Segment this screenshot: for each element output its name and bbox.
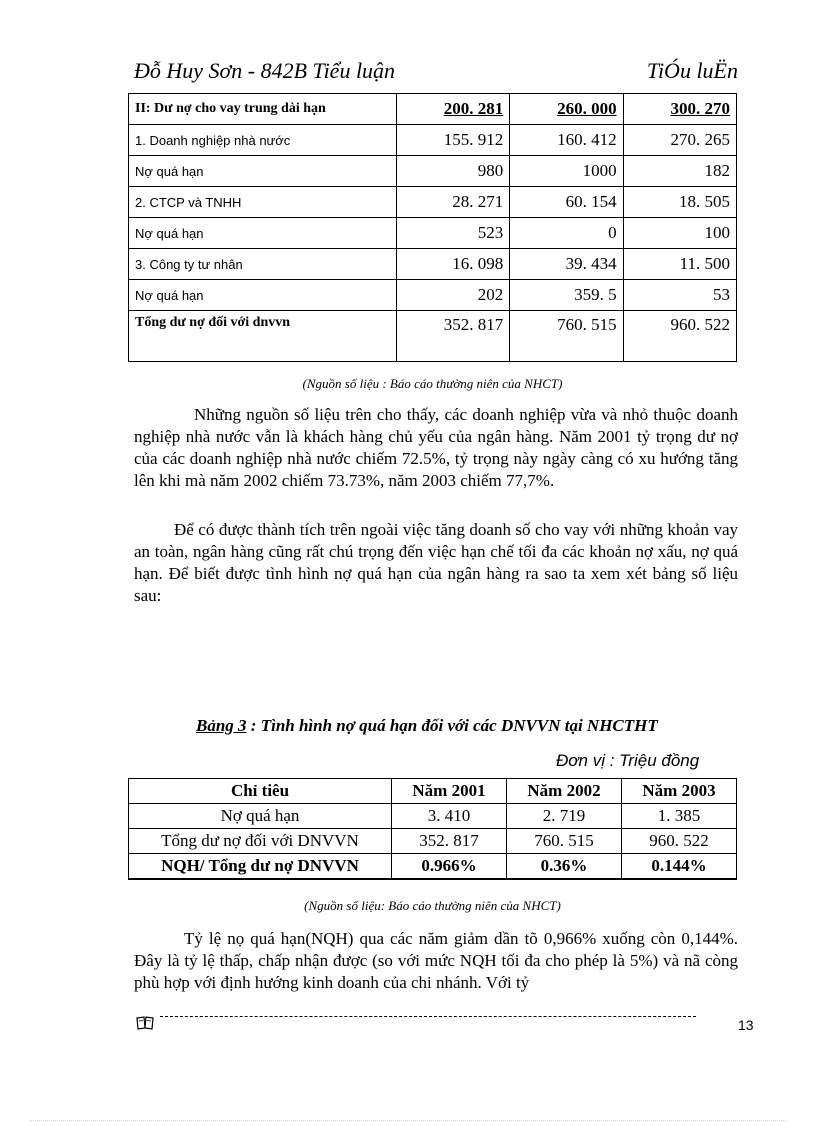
cell-value: 100 <box>623 218 736 249</box>
cell-value: 352. 817 <box>396 311 509 362</box>
table-header-row <box>129 779 737 804</box>
paragraph: Những nguồn số liệu trên cho thấy, các doanh nghiệp vừa và nhỏ thuộc doanh nghiệp nhà nước vẫn là khách hàng chủ yếu của ngân hàng. Năm 2001 tỷ trọng dư nợ của các doanh nghiệp nhà nước chiếm 72.5%, tỷ trọng này ngày càng có xu hướng tăng lên khi mà năm 2002 chiếm 73.73%, năm 2003 chiếm 77,7%. <box>134 405 738 490</box>
table-row <box>129 94 737 125</box>
table-row <box>129 187 737 218</box>
table-row <box>129 829 737 854</box>
page-header <box>134 58 738 88</box>
table-row <box>129 156 737 187</box>
table-row <box>129 125 737 156</box>
unit-label: Đơn vị : Triệu đồng <box>556 751 700 770</box>
cell-value: 359. 5 <box>510 280 623 311</box>
table3-title-text: : Tình hình nợ quá hạn đối với các DNVVN tại NHCTHT <box>246 716 658 735</box>
cell-value: 260. 000 <box>510 94 623 125</box>
row-label: Nợ quá hạn <box>129 804 392 829</box>
cell-value: 1000 <box>510 156 623 187</box>
table-row-total <box>129 311 737 362</box>
cell-value: 16. 098 <box>396 249 509 280</box>
column-header: Chỉ tiêu <box>129 779 392 804</box>
row-label: 1. Doanh nghiệp nhà nước <box>129 125 397 156</box>
table1-source-caption: (Nguồn số liệu : Báo cáo thường niên của NHCT) <box>302 376 563 391</box>
table3-title-prefix: Bảng 3 <box>196 716 247 735</box>
row-label: Tổng dư nợ đối với dnvvn <box>129 311 397 362</box>
cell-value: 39. 434 <box>510 249 623 280</box>
cell-value: 11. 500 <box>623 249 736 280</box>
row-label: Tổng dư nợ đối với DNVVN <box>129 829 392 854</box>
loan-table <box>128 93 737 362</box>
cell-value: 3. 410 <box>392 804 507 829</box>
paragraph: Tỷ lệ nọ quá hạn(NQH) qua các năm giảm dần tõ 0,966% xuống còn 0,144%. Đây là tỷ lệ thấp, chấp nhận được (so với mức NQH tối đa cho phép là 5%) và nã còng phù hợp với định hướng kinh doanh của chi nhánh. Với tỷ <box>134 929 738 992</box>
table-row <box>129 280 737 311</box>
cell-value: 0 <box>510 218 623 249</box>
table-row <box>129 249 737 280</box>
header-author: Đỗ Huy Sơn - 842B Tiểu luận <box>134 58 396 83</box>
book-icon <box>136 1016 154 1035</box>
cell-value: 53 <box>623 280 736 311</box>
table3-source-caption: (Nguồn số liệu: Báo cáo thường niên của NHCT) <box>304 898 561 913</box>
column-header: Năm 2001 <box>392 779 507 804</box>
table3-title <box>196 716 756 736</box>
page-edge <box>30 1120 786 1121</box>
cell-value: 202 <box>396 280 509 311</box>
cell-value: 2. 719 <box>507 804 622 829</box>
cell-value: 200. 281 <box>396 94 509 125</box>
cell-value: 960. 522 <box>622 829 737 854</box>
cell-value: 0.36% <box>507 854 622 880</box>
row-label: NQH/ Tổng dư nợ DNVVN <box>129 854 392 880</box>
column-header: Năm 2003 <box>622 779 737 804</box>
overdue-debt-table <box>128 778 737 880</box>
row-label: Nợ quá hạn <box>129 156 397 187</box>
cell-value: 1. 385 <box>622 804 737 829</box>
footer-divider <box>160 1016 696 1017</box>
table-row <box>129 854 737 880</box>
row-label: 2. CTCP và TNHH <box>129 187 397 218</box>
cell-value: 155. 912 <box>396 125 509 156</box>
cell-value: 980 <box>396 156 509 187</box>
page-number: 13 <box>738 1017 754 1033</box>
cell-value: 182 <box>623 156 736 187</box>
row-label: II: Dư nợ cho vay trung dài hạn <box>129 94 397 125</box>
cell-value: 300. 270 <box>623 94 736 125</box>
cell-value: 760. 515 <box>510 311 623 362</box>
cell-value: 0.966% <box>392 854 507 880</box>
table-row <box>129 218 737 249</box>
cell-value: 270. 265 <box>623 125 736 156</box>
cell-value: 352. 817 <box>392 829 507 854</box>
row-label: 3. Công ty tư nhân <box>129 249 397 280</box>
paragraph: Để có được thành tích trên ngoài việc tăng doanh số cho vay với những khoản vay an toàn, ngân hàng cũng rất chú trọng đến việc hạn chế tối đa các khoản nợ xấu, nợ quá hạn. Để biết được tình hình nợ quá hạn của ngân hàng ra sao ta xem xét bảng số liệu sau: <box>134 520 738 605</box>
cell-value: 160. 412 <box>510 125 623 156</box>
row-label: Nợ quá hạn <box>129 218 397 249</box>
row-label: Nợ quá hạn <box>129 280 397 311</box>
table-row <box>129 804 737 829</box>
cell-value: 523 <box>396 218 509 249</box>
cell-value: 760. 515 <box>507 829 622 854</box>
cell-value: 28. 271 <box>396 187 509 218</box>
header-title: TiÓu luËn <box>646 58 738 83</box>
cell-value: 18. 505 <box>623 187 736 218</box>
column-header: Năm 2002 <box>507 779 622 804</box>
cell-value: 60. 154 <box>510 187 623 218</box>
cell-value: 960. 522 <box>623 311 736 362</box>
cell-value: 0.144% <box>622 854 737 880</box>
